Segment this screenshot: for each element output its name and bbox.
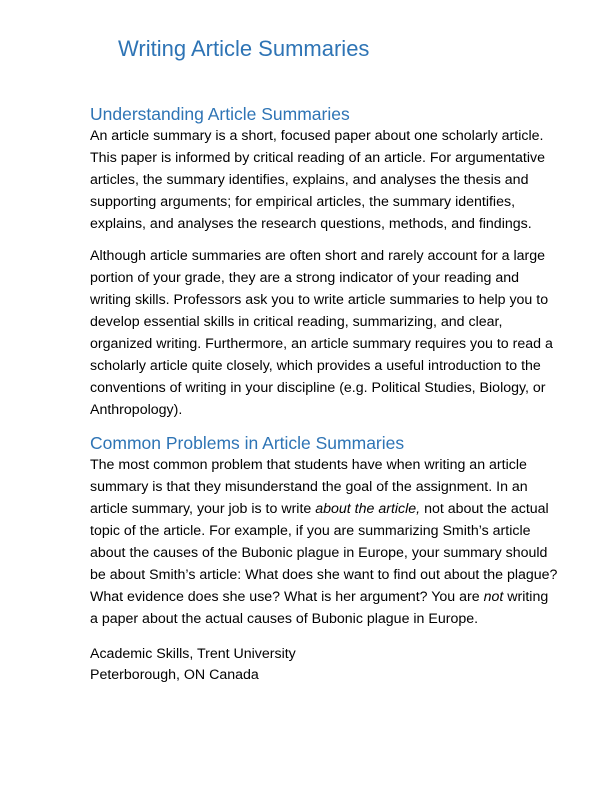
paragraph-common-problem <box>90 454 560 630</box>
emphasis-not: not <box>483 589 504 605</box>
paragraph-text-part: not about the actual topic of the article. For example, if you are summarizing Smith’s article about the causes of the Bubonic plague in Europe, your summary should be about Smith’s article: What does she want to find out about the plague? What evidence does she use? What is her argument? You are <box>90 501 558 605</box>
footer-organization: Academic Skills, Trent University <box>90 646 296 662</box>
document-footer <box>90 644 560 686</box>
section-heading-common-problems: Common Problems in Article Summaries <box>90 433 405 453</box>
paragraph-definition: An article summary is a short, focused paper about one scholarly article. This paper is informed by critical reading of an article. For argumentative articles, the summary identifies, explains, and analyses the thesis and supporting arguments; for empirical articles, the summary identifies, explains, and analyses the research questions, methods, and findings. <box>90 128 545 232</box>
paragraph-text-part: The most common problem that students have when writing an article summary is that they misunderstand the goal of the assignment. In an article summary, your job is to write <box>90 457 528 517</box>
paragraph-importance: Although article summaries are often short and rarely account for a large portion of your grade, they are a strong indicator of your reading and writing skills. Professors ask you to write article summaries to help you to develop essential skills in critical reading, summarizing, and clear, organized writing. Furthermore, an article summary requires you to read a scholarly article quite closely, which provides a useful introduction to the conventions of writing in your discipline (e.g. Political Studies, Biology, or Anthropology). <box>90 248 553 418</box>
paragraph-text-part: writing a paper about the actual causes of Bubonic plague in Europe. <box>90 589 549 627</box>
section-heading-understanding: Understanding Article Summaries <box>90 104 350 124</box>
footer-location: Peterborough, ON Canada <box>90 667 259 683</box>
emphasis-about-article: about the article, <box>315 501 421 517</box>
document-title: Writing Article Summaries <box>118 36 370 61</box>
document-body <box>90 103 560 686</box>
